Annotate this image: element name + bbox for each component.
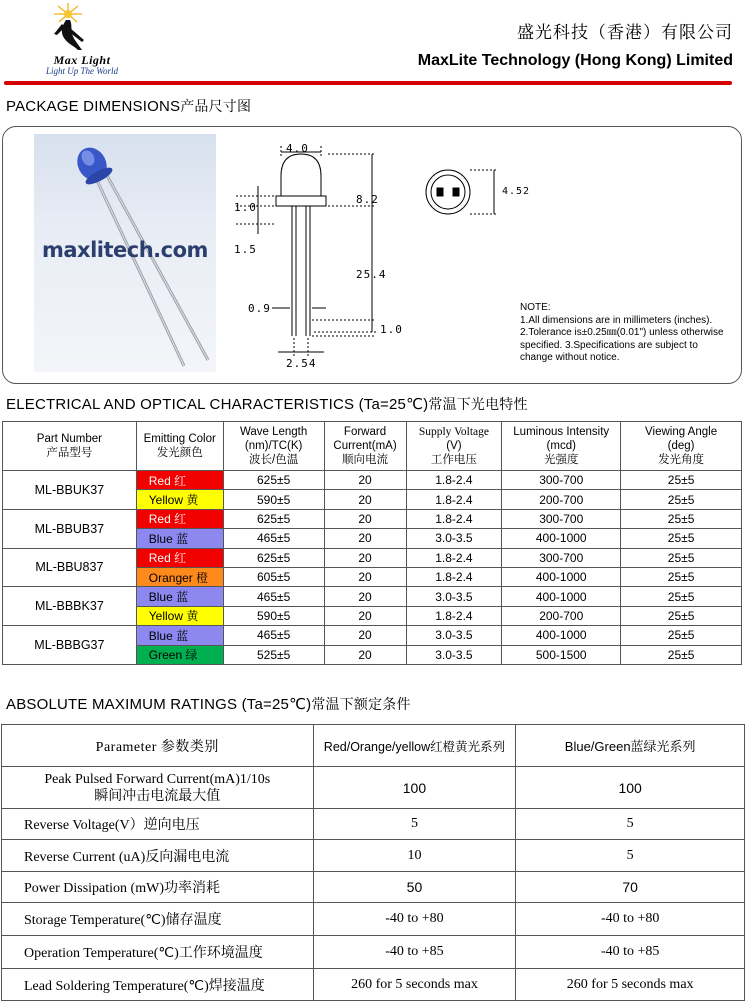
table-row	[2, 969, 745, 1001]
emitting-color: Red 红	[136, 548, 223, 567]
parameter-label: Peak Pulsed Forward Current(mA)1/10s 瞬间冲击电流最大值	[2, 767, 314, 809]
wave-length: 525±5	[223, 645, 324, 664]
dim-diameter: 4.52	[502, 186, 531, 197]
viewing-angle: 25±5	[621, 567, 742, 586]
wave-length: 590±5	[223, 606, 324, 625]
package-note	[520, 302, 742, 365]
part-number: ML-BBBG37	[3, 626, 137, 665]
luminous-intensity: 400-1000	[502, 567, 621, 586]
wave-length: 465±5	[223, 587, 324, 606]
luminous-intensity: 500-1500	[502, 645, 621, 664]
ratings-title	[6, 694, 411, 714]
header-supply-voltage: Supply Voltage (V) 工作电压	[406, 422, 502, 471]
electrical-title	[6, 394, 528, 414]
supply-voltage: 1.8-2.4	[406, 606, 502, 625]
header-forward-current: Forward Current(mA) 顺向电流	[324, 422, 406, 471]
electrical-title-cn: 常温下光电特性	[428, 397, 528, 413]
luminous-intensity: 400-1000	[502, 587, 621, 606]
viewing-angle: 25±5	[621, 509, 742, 528]
emitting-color: Blue 蓝	[136, 529, 223, 548]
wave-length: 465±5	[223, 626, 324, 645]
luminous-intensity: 300-700	[502, 548, 621, 567]
value-blue-green: -40 to +80	[516, 903, 745, 936]
logo-brand: Max Light	[53, 53, 111, 67]
value-red-orange-yellow: -40 to +80	[313, 903, 516, 936]
viewing-angle: 25±5	[621, 490, 742, 509]
dim-height-body: 8.2	[356, 193, 379, 206]
note-line-1: 1.All dimensions are in millimeters (inches).	[520, 314, 713, 326]
part-number: ML-BBU837	[3, 548, 137, 587]
supply-voltage: 3.0-3.5	[406, 645, 502, 664]
electrical-header-row	[3, 422, 742, 471]
luminous-intensity: 400-1000	[502, 626, 621, 645]
value-red-orange-yellow: 5	[313, 809, 516, 840]
table-row	[2, 767, 745, 809]
supply-voltage: 1.8-2.4	[406, 490, 502, 509]
forward-current: 20	[324, 626, 406, 645]
watermark: maxlitech.com	[42, 238, 208, 262]
viewing-angle: 25±5	[621, 587, 742, 606]
value-blue-green: 260 for 5 seconds max	[516, 969, 745, 1001]
emitting-color: Red 红	[136, 471, 223, 490]
viewing-angle: 25±5	[621, 548, 742, 567]
viewing-angle: 25±5	[621, 471, 742, 490]
header-viewing-angle: Viewing Angle (deg) 发光角度	[621, 422, 742, 471]
note-line-4: change without notice.	[520, 352, 620, 363]
parameter-label: Operation Temperature(℃)工作环境温度	[2, 936, 314, 969]
company-name-cn: 盛光科技（香港）有限公司	[517, 23, 733, 43]
viewing-angle: 25±5	[621, 606, 742, 625]
forward-current: 20	[324, 645, 406, 664]
header-parameter: Parameter 参数类别	[2, 725, 314, 767]
forward-current: 20	[324, 587, 406, 606]
emitting-color: Red 红	[136, 509, 223, 528]
forward-current: 20	[324, 490, 406, 509]
luminous-intensity: 300-700	[502, 471, 621, 490]
viewing-angle: 25±5	[621, 645, 742, 664]
dim-flange-gap: 1.5	[234, 243, 257, 256]
wave-length: 625±5	[223, 509, 324, 528]
viewing-angle: 25±5	[621, 529, 742, 548]
parameter-label: Reverse Voltage(V）逆向电压	[2, 809, 314, 840]
value-blue-green: 5	[516, 809, 745, 840]
emitting-color: Yellow 黄	[136, 490, 223, 509]
wave-length: 465±5	[223, 529, 324, 548]
sun-figure-icon	[18, 2, 140, 56]
emitting-color: Green 绿	[136, 645, 223, 664]
table-row	[2, 840, 745, 872]
emitting-color: Oranger 橙	[136, 567, 223, 586]
note-line-3: specified. 3.Specifications are subject to	[520, 339, 698, 351]
part-number: ML-BBUK37	[3, 471, 137, 510]
parameter-label: Lead Soldering Temperature(℃)焊接温度	[2, 969, 314, 1001]
forward-current: 20	[324, 529, 406, 548]
package-title	[6, 96, 251, 116]
supply-voltage: 3.0-3.5	[406, 587, 502, 606]
table-row	[2, 872, 745, 903]
supply-voltage: 1.8-2.4	[406, 548, 502, 567]
dim-lead-end: 1.0	[380, 323, 403, 336]
dim-lead-width: 0.9	[248, 302, 271, 315]
supply-voltage: 1.8-2.4	[406, 509, 502, 528]
table-row	[3, 548, 742, 567]
ratings-header-row	[2, 725, 745, 767]
luminous-intensity: 200-700	[502, 606, 621, 625]
package-title-en: PACKAGE DIMENSIONS	[6, 98, 181, 115]
value-blue-green: -40 to +85	[516, 936, 745, 969]
value-blue-green: 5	[516, 840, 745, 872]
package-title-cn: 产品尺寸图	[180, 99, 252, 115]
parameter-label: Reverse Current (uA)反向漏电电流	[2, 840, 314, 872]
table-row	[3, 626, 742, 645]
note-line-2: 2.Tolerance is±0.25㎜(0.01") unless otherwise	[520, 327, 724, 338]
table-row	[3, 587, 742, 606]
supply-voltage: 3.0-3.5	[406, 529, 502, 548]
supply-voltage: 3.0-3.5	[406, 626, 502, 645]
wave-length: 625±5	[223, 471, 324, 490]
dimension-drawing	[226, 136, 526, 376]
value-red-orange-yellow: 50	[313, 872, 516, 903]
header-red-orange-yellow: Red/Orange/yellow红橙黄光系列	[313, 725, 516, 767]
table-row	[2, 903, 745, 936]
supply-voltage: 1.8-2.4	[406, 567, 502, 586]
led-photo	[34, 134, 216, 372]
dim-lead-length: 25.4	[356, 268, 387, 281]
wave-length: 625±5	[223, 548, 324, 567]
emitting-color: Blue 蓝	[136, 587, 223, 606]
forward-current: 20	[324, 567, 406, 586]
forward-current: 20	[324, 606, 406, 625]
header-luminous-intensity: Luminous Intensity (mcd) 光强度	[502, 422, 621, 471]
header-part-number: Part Number 产品型号	[3, 422, 137, 471]
header-divider	[4, 81, 732, 85]
table-row	[2, 809, 745, 840]
value-red-orange-yellow: 260 for 5 seconds max	[313, 969, 516, 1001]
supply-voltage: 1.8-2.4	[406, 471, 502, 490]
header-blue-green: Blue/Green蓝绿光系列	[516, 725, 745, 767]
electrical-table	[2, 421, 742, 665]
value-red-orange-yellow: -40 to +85	[313, 936, 516, 969]
value-blue-green: 100	[516, 767, 745, 809]
wave-length: 605±5	[223, 567, 324, 586]
part-number: ML-BBBK37	[3, 587, 137, 626]
value-red-orange-yellow: 10	[313, 840, 516, 872]
luminous-intensity: 200-700	[502, 490, 621, 509]
ratings-table	[1, 724, 745, 1001]
luminous-intensity: 300-700	[502, 509, 621, 528]
company-name-en: MaxLite Technology (Hong Kong) Limited	[417, 52, 733, 69]
dim-flange-top: 1.0	[234, 201, 257, 214]
value-blue-green: 70	[516, 872, 745, 903]
part-number: ML-BBUB37	[3, 509, 137, 548]
table-row	[3, 471, 742, 490]
electrical-title-en: ELECTRICAL AND OPTICAL CHARACTERISTICS (Ta=25℃)	[6, 396, 429, 413]
table-row	[2, 936, 745, 969]
viewing-angle: 25±5	[621, 626, 742, 645]
emitting-color: Blue 蓝	[136, 626, 223, 645]
table-row	[3, 509, 742, 528]
forward-current: 20	[324, 471, 406, 490]
parameter-label: Storage Temperature(℃)储存温度	[2, 903, 314, 936]
wave-length: 590±5	[223, 490, 324, 509]
ratings-title-cn: 常温下额定条件	[311, 697, 411, 713]
note-title: NOTE:	[520, 302, 551, 313]
forward-current: 20	[324, 509, 406, 528]
value-red-orange-yellow: 100	[313, 767, 516, 809]
dim-pitch: 2.54	[286, 357, 317, 370]
company-logo	[18, 2, 140, 78]
emitting-color: Yellow 黄	[136, 606, 223, 625]
logo-tagline: Light Up The World	[46, 66, 118, 76]
header-emitting-color: Emitting Color 发光颜色	[136, 422, 223, 471]
dim-width-top: 4.0	[286, 142, 309, 155]
parameter-label: Power Dissipation (mW)功率消耗	[2, 872, 314, 903]
header-wave-length: Wave Length (nm)/TC(K) 波长/色温	[223, 422, 324, 471]
ratings-title-en: ABSOLUTE MAXIMUM RATINGS (Ta=25℃)	[6, 696, 312, 713]
forward-current: 20	[324, 548, 406, 567]
luminous-intensity: 400-1000	[502, 529, 621, 548]
